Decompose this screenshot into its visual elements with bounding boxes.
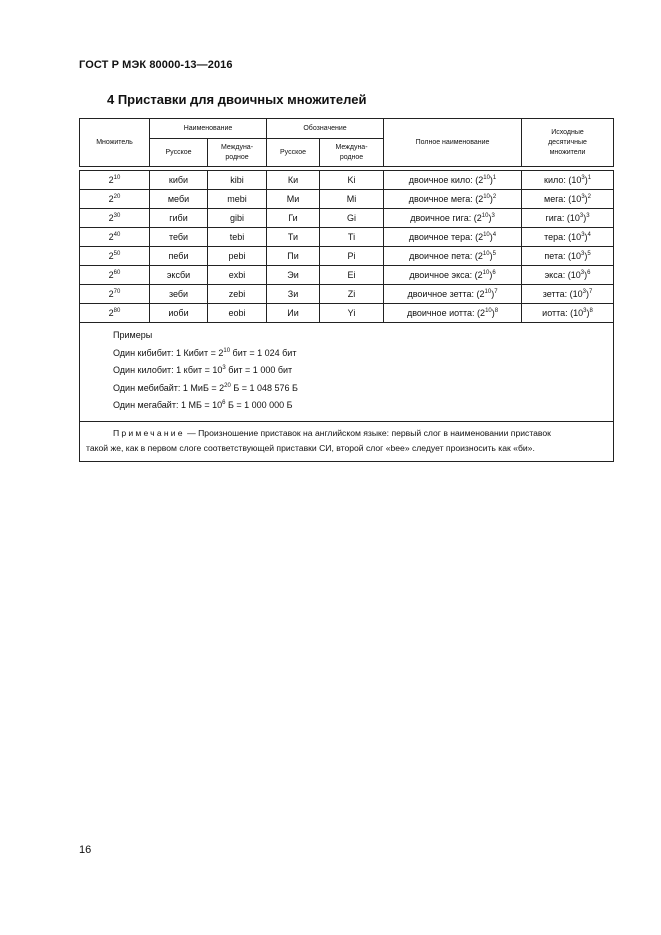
decimal-exponent: 3: [579, 213, 584, 219]
name-ru-cell: меби: [150, 190, 208, 209]
example-text: Один кибибит: 1 Кибит = 2: [113, 347, 224, 358]
full-name-cell: [384, 228, 522, 247]
symbol-intl-cell: Gi: [320, 209, 384, 228]
note-label: Примечание: [113, 427, 185, 438]
full-name-power: 5: [492, 251, 496, 257]
note-line-1: [86, 426, 607, 441]
decimal-cell: [522, 190, 614, 209]
decimal-power: 3: [586, 213, 590, 219]
full-name-exponent: 10: [483, 175, 490, 181]
full-name-power: 7: [494, 289, 498, 295]
full-name-text: двоичное пета: (2: [409, 251, 483, 261]
full-name-text: двоичное зетта: (2: [407, 289, 485, 299]
decimal-text: кило: (10: [544, 175, 582, 185]
full-name-power: 3: [491, 213, 495, 219]
symbol-intl-cell: Ti: [320, 228, 384, 247]
name-intl-cell: zebi: [208, 285, 267, 304]
document-header: ГОСТ Р МЭК 80000-13—2016: [79, 59, 233, 71]
decimal-power: 5: [587, 251, 591, 257]
multiplier-base: 2: [108, 213, 114, 223]
multiplier-base: 2: [108, 270, 114, 280]
full-name-text: двоичное экса: (2: [409, 270, 483, 280]
decimal-text: тера: (10: [544, 232, 582, 242]
full-name-power: 6: [492, 270, 496, 276]
full-name-text: двоичное мега: (2: [408, 194, 484, 204]
multiplier-cell: [80, 266, 150, 285]
name-ru-cell: эксби: [150, 266, 208, 285]
full-name-close: ): [489, 270, 493, 280]
multiplier-cell: [80, 228, 150, 247]
multiplier-exponent: 50: [113, 251, 121, 257]
decimal-text: иотта: (10: [542, 308, 584, 318]
page-number: 16: [79, 844, 92, 856]
multiplier-cell: [80, 190, 150, 209]
symbol-intl-cell: Ei: [320, 266, 384, 285]
example-result: бит = 1 000 бит: [225, 365, 293, 375]
decimal-exponent: 3: [581, 232, 585, 238]
full-name-exponent: 10: [481, 213, 489, 219]
multiplier-base: 2: [108, 289, 114, 299]
multiplier-base: 2: [108, 194, 114, 204]
note-text-1: — Произношение приставок на английском языке: первый слог в наименовании приставок: [184, 427, 551, 438]
decimal-cell: [522, 228, 614, 247]
name-ru-cell: теби: [150, 228, 208, 247]
full-name-cell: [384, 247, 522, 266]
table-row: [80, 266, 614, 285]
decimal-exponent: 3: [581, 175, 585, 181]
decimal-power: 7: [588, 289, 593, 295]
full-name-cell: [384, 285, 522, 304]
symbol-ru-cell: Ми: [267, 190, 320, 209]
example-exponent: 6: [222, 400, 226, 406]
full-name-power: 4: [492, 232, 497, 238]
multiplier-base: 2: [108, 175, 114, 185]
name-intl-cell: tebi: [208, 228, 267, 247]
multiplier-exponent: 80: [113, 308, 121, 314]
example-result: бит = 1 024 бит: [230, 347, 297, 358]
multiplier-cell: [80, 247, 150, 266]
name-intl-cell: eobi: [208, 304, 267, 323]
table-row: [80, 190, 614, 209]
full-name-cell: [384, 171, 522, 190]
decimal-cell: [522, 304, 614, 323]
header-symbol-intl: Междуна-родное: [320, 139, 384, 167]
note-block: [80, 421, 614, 461]
multiplier-exponent: 20: [113, 194, 121, 200]
decimal-close: ): [585, 289, 589, 299]
full-name-cell: [384, 266, 522, 285]
example-line: [113, 345, 613, 363]
name-ru-cell: киби: [150, 171, 208, 190]
example-text: Один килобит: 1 кбит = 10: [113, 365, 223, 375]
example-text: Один мебибайт: 1 МиБ = 2: [113, 382, 225, 393]
full-name-close: ): [489, 175, 493, 185]
name-intl-cell: mebi: [208, 190, 267, 209]
multiplier-cell: [80, 304, 150, 323]
multiplier-base: 2: [108, 232, 114, 242]
decimal-power: 8: [589, 308, 593, 314]
full-name-close: ): [491, 308, 495, 318]
full-name-close: ): [491, 289, 495, 299]
symbol-ru-cell: Ти: [267, 228, 320, 247]
symbol-intl-cell: Ki: [320, 171, 384, 190]
examples-title: Примеры: [113, 330, 153, 340]
decimal-close: ): [583, 213, 587, 223]
decimal-text: гига: (10: [545, 213, 580, 223]
decimal-cell: [522, 171, 614, 190]
name-intl-cell: pebi: [208, 247, 267, 266]
name-intl-cell: exbi: [208, 266, 267, 285]
multiplier-cell: [80, 171, 150, 190]
header-name-ru: Русское: [150, 139, 208, 167]
full-name-cell: [384, 304, 522, 323]
note-line-2: такой же, как в первом слоге соответствующей приставки СИ, второй слог «bee» следует произносить как «би».: [86, 442, 535, 453]
example-result: Б = 1 000 000 Б: [225, 400, 293, 410]
table-row: [80, 304, 614, 323]
symbol-ru-cell: Эи: [267, 266, 320, 285]
symbol-intl-cell: Zi: [320, 285, 384, 304]
table-row: [80, 247, 614, 266]
full-name-text: двоичное тера: (2: [408, 232, 484, 242]
decimal-close: ): [584, 270, 588, 280]
full-name-text: двоичное иотта: (2: [406, 308, 486, 318]
table-row: [80, 228, 614, 247]
header-symbol-ru: Русское: [267, 139, 320, 167]
full-name-exponent: 10: [483, 232, 490, 238]
multiplier-base: 2: [108, 251, 114, 261]
multiplier-base: 2: [108, 308, 114, 318]
full-name-exponent: 10: [482, 270, 490, 276]
header-name: Наименование: [150, 119, 267, 139]
full-name-exponent: 10: [483, 194, 490, 200]
symbol-ru-cell: Ки: [267, 171, 320, 190]
name-intl-cell: kibi: [208, 171, 267, 190]
decimal-cell: [522, 209, 614, 228]
header-name-intl: Междуна-родное: [208, 139, 267, 167]
symbol-intl-cell: Yi: [320, 304, 384, 323]
table-row: [80, 171, 614, 190]
section-title: 4 Приставки для двоичных множителей: [107, 92, 367, 107]
example-text: Один мегабайт: 1 МБ = 10: [113, 400, 223, 410]
full-name-exponent: 10: [485, 308, 492, 314]
header-symbol: Обозначение: [267, 119, 384, 139]
multiplier-cell: [80, 209, 150, 228]
header-decimal: Исходные десятичные множители: [522, 119, 614, 167]
full-name-close: ): [489, 251, 493, 261]
multiplier-exponent: 70: [113, 289, 121, 295]
full-name-close: ): [489, 232, 493, 242]
multiplier-exponent: 30: [113, 213, 121, 219]
header-full-name: Полное наименование: [384, 119, 522, 167]
multiplier-cell: [80, 285, 150, 304]
decimal-power: 1: [587, 175, 592, 181]
symbol-ru-cell: Ги: [267, 209, 320, 228]
full-name-power: 2: [492, 194, 497, 200]
example-exponent: 10: [223, 347, 231, 354]
decimal-text: зетта: (10: [542, 289, 583, 299]
binary-prefixes-table: [79, 118, 614, 462]
multiplier-exponent: 40: [113, 232, 121, 238]
full-name-exponent: 10: [482, 251, 490, 257]
decimal-exponent: 3: [580, 251, 585, 257]
full-name-power: 1: [492, 175, 497, 181]
symbol-ru-cell: Зи: [267, 285, 320, 304]
table-row: [80, 209, 614, 228]
examples-block: [80, 323, 614, 422]
name-ru-cell: иоби: [150, 304, 208, 323]
decimal-text: пета: (10: [544, 251, 581, 261]
table-row: [80, 285, 614, 304]
decimal-exponent: 3: [582, 289, 586, 295]
decimal-close: ): [584, 251, 588, 261]
name-ru-cell: пеби: [150, 247, 208, 266]
decimal-exponent: 3: [581, 194, 585, 200]
full-name-exponent: 10: [484, 289, 492, 295]
decimal-cell: [522, 247, 614, 266]
full-name-text: двоичное гига: (2: [410, 213, 482, 223]
decimal-close: ): [584, 175, 588, 185]
example-line: [113, 362, 613, 380]
table-body: [80, 171, 614, 323]
example-exponent: 20: [224, 382, 231, 389]
full-name-cell: [384, 190, 522, 209]
example-result: Б = 1 048 576 Б: [230, 382, 298, 393]
full-name-cell: [384, 209, 522, 228]
multiplier-exponent: 10: [113, 175, 121, 181]
decimal-exponent: 3: [583, 308, 587, 314]
full-name-close: ): [488, 213, 492, 223]
full-name-power: 8: [494, 308, 499, 314]
multiplier-exponent: 60: [113, 270, 121, 276]
symbol-ru-cell: Пи: [267, 247, 320, 266]
name-intl-cell: gibi: [208, 209, 267, 228]
decimal-cell: [522, 285, 614, 304]
example-line: [113, 397, 613, 415]
decimal-power: 4: [587, 232, 591, 238]
symbol-intl-cell: Mi: [320, 190, 384, 209]
decimal-cell: [522, 266, 614, 285]
full-name-text: двоичное кило: (2: [408, 175, 484, 185]
decimal-close: ): [584, 232, 588, 242]
symbol-ru-cell: Ии: [267, 304, 320, 323]
examples-lines: [113, 345, 613, 415]
symbol-intl-cell: Pi: [320, 247, 384, 266]
decimal-exponent: 3: [580, 270, 585, 276]
decimal-close: ): [586, 308, 590, 318]
example-exponent: 3: [222, 365, 226, 371]
full-name-close: ): [489, 194, 493, 204]
decimal-power: 6: [587, 270, 591, 276]
name-ru-cell: зеби: [150, 285, 208, 304]
decimal-text: мега: (10: [544, 194, 582, 204]
example-line: [113, 380, 613, 398]
decimal-close: ): [584, 194, 588, 204]
decimal-text: экса: (10: [544, 270, 581, 280]
header-multiplier: Множитель: [80, 119, 150, 167]
name-ru-cell: гиби: [150, 209, 208, 228]
decimal-power: 2: [587, 194, 591, 200]
